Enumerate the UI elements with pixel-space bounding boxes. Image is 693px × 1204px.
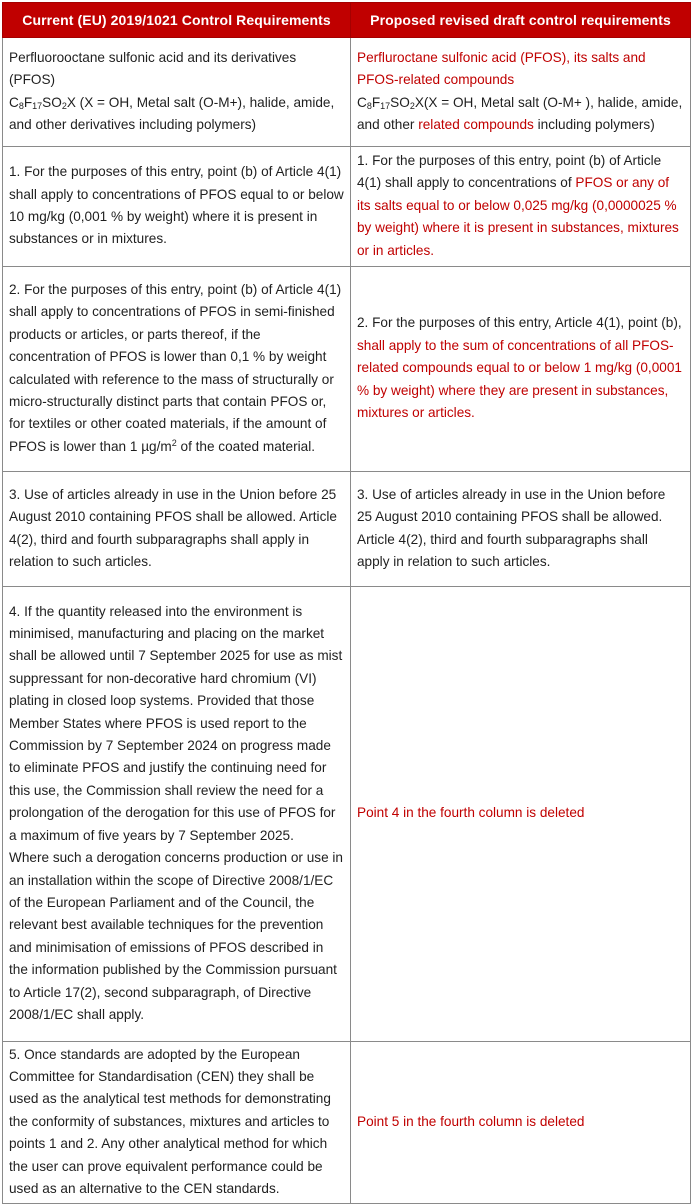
table-row-point-2 [3, 267, 691, 472]
text-segment: F [23, 94, 33, 110]
header-proposed-requirements: Proposed revised draft control requirements [351, 3, 691, 38]
cell-proposed-point-5-deleted: Point 5 in the fourth column is deleted [351, 1042, 691, 1204]
text-segment: F [371, 94, 381, 110]
text-segment: 2. For the purposes of this entry, Article 4(1), point (b), [357, 315, 682, 331]
formula-subscript: 17 [380, 100, 391, 111]
text-segment: X(X = OH, Metal salt (O-M+ ), halide, amide, and other [357, 94, 683, 132]
formula-subscript: 8 [18, 100, 24, 111]
text-segment: C [9, 94, 19, 110]
table-row-point-4 [3, 587, 691, 1042]
text-segment: SO [42, 94, 62, 110]
text-segment: including polymers) [533, 116, 655, 132]
cell-current-substance [3, 38, 351, 147]
text-segment: 1. For the purposes of this entry, point (b) of Article 4(1) shall apply to concentrations of [357, 152, 662, 191]
text-segment: SO [390, 94, 410, 110]
text-segment: X (X = OH, Metal salt (O-M+), halide, amide, and other derivatives including polymers) [9, 94, 335, 132]
superscript: 2 [171, 437, 177, 448]
cell-proposed-point-2 [351, 267, 691, 472]
substance-formula [9, 95, 334, 132]
header-current-requirements: Current (EU) 2019/1021 Control Requirements [3, 3, 351, 38]
revised-text-highlight: shall apply to the sum of concentrations of all PFOS-related compounds equal to or below 1 mg/kg (0,0001 % by weight) where they are present in substances, mixtures or articles. [357, 337, 682, 421]
table-row-point-5 [3, 1042, 691, 1204]
cell-proposed-substance [351, 38, 691, 147]
substance-name-revised: Perfluroctane sulfonic acid (PFOS), its salts and PFOS-related compounds [357, 49, 646, 88]
table-row-point-1 [3, 147, 691, 267]
substance-formula-revised [357, 95, 682, 132]
cell-proposed-point-4-deleted: Point 4 in the fourth column is deleted [351, 587, 691, 1042]
substance-name: Perfluorooctane sulfonic acid and its derivatives (PFOS) [9, 49, 297, 88]
text-segment: C [357, 94, 367, 110]
formula-subscript: 2 [61, 100, 67, 111]
formula-subscript: 17 [32, 100, 43, 111]
cell-current-point-5: 5. Once standards are adopted by the European Committee for Standardisation (CEN) they shall be used as the analytical test methods for demonstrating the conformity of substances, mixtures and articles to points 1 and 2. Any other analytical method for which the user can prove equivalent performance could be used as an alternative to the CEN standards. [3, 1042, 351, 1204]
text-segment: 2. For the purposes of this entry, point (b) of Article 4(1) shall apply to concentrations of PFOS in semi-finished products or articles, or parts thereof, if the concentration of PFOS is lower than 0,1 % by weight calculated with reference to the mass of structurally or micro-structurally distinct parts that contain PFOS or, for textiles or other coated materials, if the amount of PFOS is lower than 1 µg/m [9, 281, 342, 454]
pfos-comparison-table [2, 2, 691, 1204]
point-4-paragraph-2: Where such a derogation concerns production or use in an installation within the scope of Directive 2008/1/EC of the European Parliament and of the Council, the relevant best available techniques for the prevention and minimisation of emissions of PFOS described in the information published by the Commission pursuant to Article 17(2), second subparagraph, of Directive 2008/1/EC shall apply. [9, 850, 343, 1022]
text-segment: of the coated material. [176, 438, 316, 454]
formula-subscript: 2 [409, 100, 415, 111]
cell-current-point-3: 3. Use of articles already in use in the Union before 25 August 2010 containing PFOS shall be allowed. Article 4(2), third and fourth subparagraphs shall apply in relation to such articles. [3, 472, 351, 587]
table-header-row [3, 3, 691, 38]
point-4-paragraph-1: 4. If the quantity released into the environment is minimised, manufacturing and placing on the market shall be allowed until 7 September 2025 for use as mist suppressant for non-decorative hard chromium (VI) plating in closed loop systems. Provided that those Member States where PFOS is used report to the Commission by 7 September 2024 on progress made to eliminate PFOS and justify the continuing need for this use, the Commission shall review the need for a prolongation of the derogation for this use of PFOS for a maximum of five years by 7 September 2025. [9, 603, 343, 843]
cell-current-point-2 [3, 267, 351, 472]
cell-proposed-point-1 [351, 147, 691, 267]
cell-proposed-point-3: 3. Use of articles already in use in the Union before 25 August 2010 containing PFOS shall be allowed. Article 4(2), third and fourth subparagraphs shall apply in relation to such articles. [351, 472, 691, 587]
formula-subscript: 8 [366, 100, 372, 111]
revised-text-highlight: related compounds [418, 116, 534, 132]
table-row-point-3 [3, 472, 691, 587]
table-row-substance [3, 38, 691, 147]
revised-text-highlight: PFOS or any of its salts equal to or below 0,025 mg/kg (0,0000025 % by weight) where it is present in substances, mixtures or in articles. [357, 175, 679, 258]
cell-current-point-4 [3, 587, 351, 1042]
cell-current-point-1: 1. For the purposes of this entry, point (b) of Article 4(1) shall apply to concentrations of PFOS equal to or below 10 mg/kg (0,001 % by weight) where it is present in substances or in mixtures. [3, 147, 351, 267]
